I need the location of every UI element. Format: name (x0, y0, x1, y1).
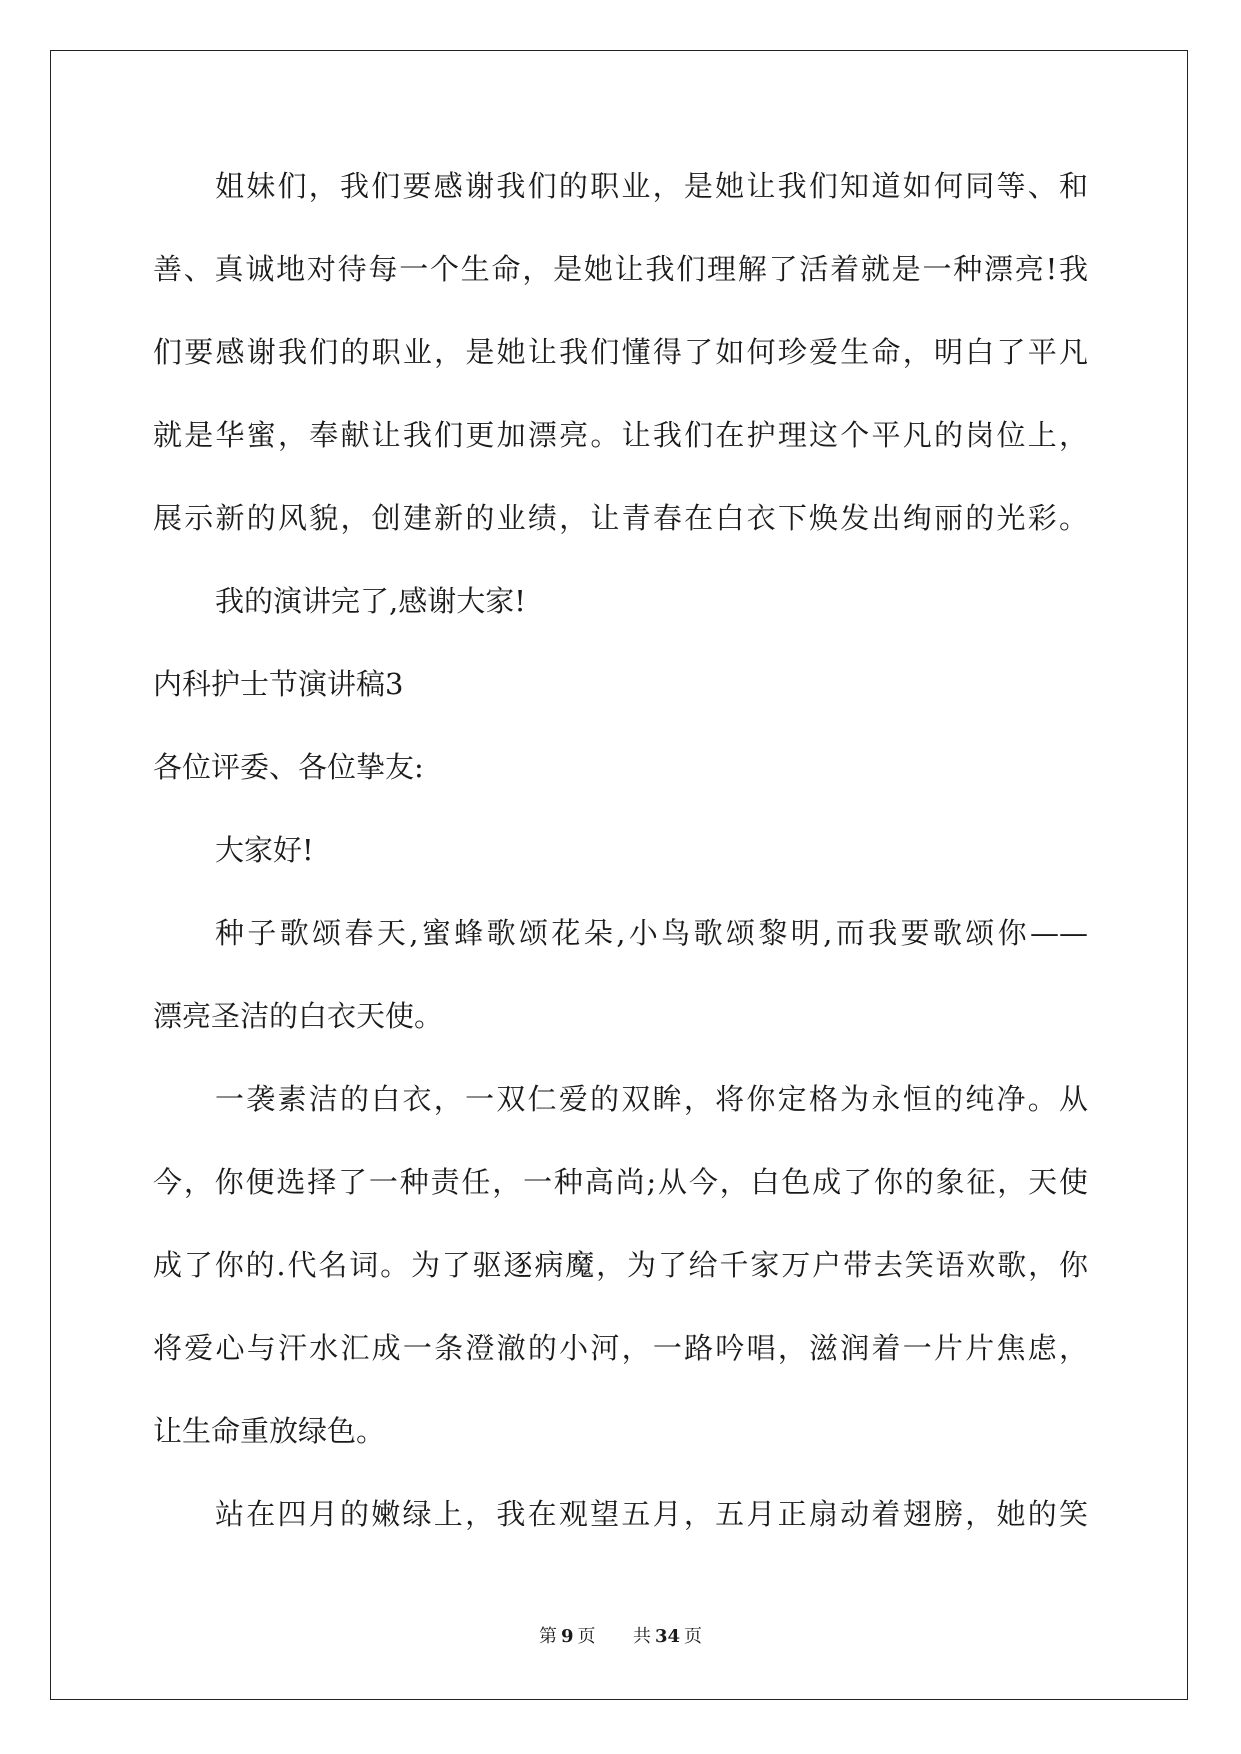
paragraph-line: 善、真诚地对待每一个生命，是她让我们理解了活着就是一种漂亮!我 (153, 252, 1088, 286)
page-current: 9 (560, 1626, 574, 1647)
paragraph-line: 展示新的风貌，创建新的业绩，让青春在白衣下焕发出绚丽的光彩。 (153, 501, 1088, 535)
paragraph-line: 我的演讲完了,感谢大家! (215, 584, 526, 618)
paragraph-line: 漂亮圣洁的白衣天使。 (153, 999, 444, 1033)
document-body (153, 158, 1088, 1569)
paragraph-line: 姐妹们，我们要感谢我们的职业，是她让我们知道如何同等、和 (215, 169, 1088, 203)
paragraph-line: 们要感谢我们的职业，是她让我们懂得了如何珍爱生命，明白了平凡 (153, 335, 1088, 369)
page-total: 34 (654, 1626, 681, 1647)
paragraph-line: 让生命重放绿色。 (153, 1414, 386, 1448)
paragraph-line: 成了你的.代名词。为了驱逐病魔，为了给千家万户带去笑语欢歌，你 (153, 1248, 1088, 1282)
paragraph-line: 站在四月的嫩绿上，我在观望五月，五月正扇动着翅膀，她的笑 (215, 1497, 1088, 1531)
page-prefix: 第 (538, 1626, 557, 1647)
section-heading: 内科护士节演讲稿3 (153, 667, 404, 701)
total-unit: 页 (684, 1626, 703, 1647)
paragraph-line: 今，你便选择了一种责任，一种高尚;从今，白色成了你的象征，天使 (153, 1165, 1088, 1199)
total-prefix: 共 (632, 1626, 651, 1647)
paragraph-line: 就是华蜜，奉献让我们更加漂亮。让我们在护理这个平凡的岗位上， (153, 418, 1088, 452)
paragraph-line: 将爱心与汗水汇成一条澄澈的小河，一路吟唱，滋润着一片片焦虑， (153, 1331, 1088, 1365)
page-unit: 页 (577, 1626, 596, 1647)
paragraph-line: 一袭素洁的白衣，一双仁爱的双眸，将你定格为永恒的纯净。从 (215, 1082, 1088, 1116)
paragraph-line: 种子歌颂春天,蜜蜂歌颂花朵,小鸟歌颂黎明,而我要歌颂你—— (215, 916, 1088, 950)
salutation: 各位评委、各位挚友: (153, 750, 424, 784)
page-footer (0, 1622, 1241, 1648)
greeting: 大家好! (215, 833, 314, 867)
